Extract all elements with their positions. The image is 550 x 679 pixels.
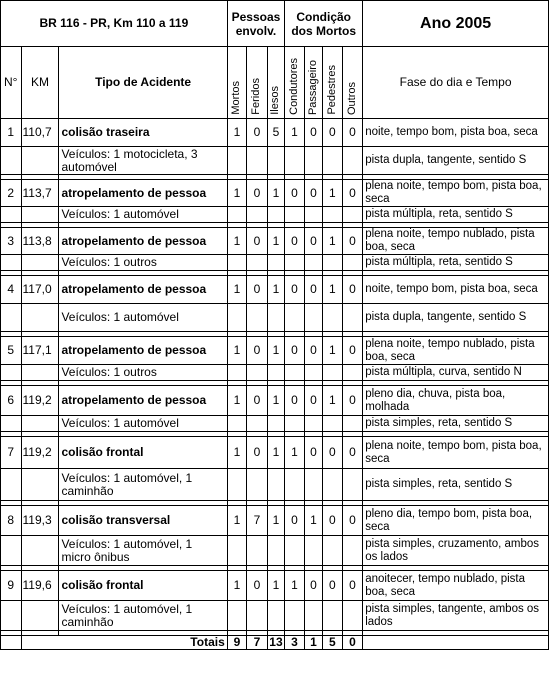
accident-passageiro: 0 <box>304 180 322 207</box>
total-feridos: 7 <box>247 636 268 650</box>
accident-pedestres: 0 <box>323 119 342 147</box>
accident-vehicles: Veículos: 1 automóvel <box>59 207 227 223</box>
accident-pista: pista múltipla, reta, sentido S <box>363 255 549 271</box>
detail-empty-cell <box>304 536 322 566</box>
accident-pedestres: 1 <box>323 228 342 255</box>
accident-fase: anoitecer, tempo nublado, pista boa, seca <box>363 571 549 601</box>
year-header: Ano 2005 <box>363 1 549 47</box>
accident-vehicles: Veículos: 1 motocicleta, 3 automóvel <box>59 147 227 175</box>
detail-empty-cell <box>247 147 268 175</box>
accident-feridos: 0 <box>247 228 268 255</box>
accident-ilesos: 1 <box>267 180 284 207</box>
accident-number: 6 <box>1 386 22 416</box>
accident-type: atropelamento de pessoa <box>59 337 227 365</box>
col-tipo-header: Tipo de Acidente <box>59 47 227 119</box>
accident-km: 119,2 <box>21 386 59 416</box>
detail-empty-cell <box>285 601 304 631</box>
accident-ilesos: 1 <box>267 337 284 365</box>
accident-vehicles: Veículos: 1 automóvel <box>59 416 227 432</box>
total-condutores: 3 <box>285 636 304 650</box>
detail-km-spacer <box>21 416 59 432</box>
detail-empty-cell <box>285 255 304 271</box>
accident-number: 5 <box>1 337 22 365</box>
detail-empty-cell <box>342 601 363 631</box>
accident-pedestres: 0 <box>323 571 342 601</box>
detail-spacer <box>1 147 22 175</box>
detail-empty-cell <box>247 601 268 631</box>
accident-condutores: 0 <box>285 180 304 207</box>
detail-empty-cell <box>323 469 342 501</box>
detail-empty-cell <box>342 207 363 223</box>
detail-empty-cell <box>285 304 304 332</box>
detail-spacer <box>1 255 22 271</box>
accident-mortos: 1 <box>227 437 246 469</box>
detail-km-spacer <box>21 255 59 271</box>
accident-pista: pista dupla, tangente, sentido S <box>363 304 549 332</box>
accident-outros: 0 <box>342 337 363 365</box>
accident-outros: 0 <box>342 506 363 536</box>
accident-fase: plena noite, tempo nublado, pista boa, seca <box>363 228 549 255</box>
accident-detail-row <box>1 147 549 175</box>
accident-ilesos: 1 <box>267 276 284 304</box>
accident-mortos: 1 <box>227 506 246 536</box>
accident-pista: pista múltipla, reta, sentido S <box>363 207 549 223</box>
accident-type: atropelamento de pessoa <box>59 276 227 304</box>
detail-empty-cell <box>323 304 342 332</box>
detail-spacer <box>1 469 22 501</box>
col-feridos-header: Feridos <box>247 47 268 119</box>
detail-km-spacer <box>21 365 59 381</box>
detail-empty-cell <box>247 469 268 501</box>
accident-mortos: 1 <box>227 337 246 365</box>
detail-empty-cell <box>247 255 268 271</box>
col-n-header: N° <box>1 47 22 119</box>
detail-empty-cell <box>285 416 304 432</box>
accident-passageiro: 0 <box>304 571 322 601</box>
detail-empty-cell <box>304 416 322 432</box>
accident-ilesos: 1 <box>267 506 284 536</box>
accident-km: 110,7 <box>21 119 59 147</box>
col-outros-header: Outros <box>342 47 363 119</box>
accident-condutores: 0 <box>285 228 304 255</box>
detail-empty-cell <box>304 207 322 223</box>
total-passageiro: 1 <box>304 636 322 650</box>
accident-condutores: 0 <box>285 506 304 536</box>
detail-empty-cell <box>342 469 363 501</box>
detail-empty-cell <box>247 536 268 566</box>
detail-empty-cell <box>323 601 342 631</box>
accident-number: 3 <box>1 228 22 255</box>
total-ilesos: 13 <box>267 636 284 650</box>
detail-empty-cell <box>285 365 304 381</box>
detail-empty-cell <box>267 147 284 175</box>
accident-type: colisão transversal <box>59 506 227 536</box>
detail-empty-cell <box>323 536 342 566</box>
accident-pedestres: 1 <box>323 386 342 416</box>
detail-empty-cell <box>304 147 322 175</box>
detail-km-spacer <box>21 536 59 566</box>
total-pedestres: 5 <box>323 636 342 650</box>
detail-empty-cell <box>342 416 363 432</box>
accident-outros: 0 <box>342 276 363 304</box>
detail-empty-cell <box>285 207 304 223</box>
accident-type: colisão traseira <box>59 119 227 147</box>
accident-pedestres: 0 <box>323 506 342 536</box>
accident-outros: 0 <box>342 180 363 207</box>
detail-empty-cell <box>304 601 322 631</box>
detail-empty-cell <box>304 365 322 381</box>
col-pedestres-header: Pedestres <box>323 47 342 119</box>
detail-empty-cell <box>267 255 284 271</box>
total-mortos: 9 <box>227 636 246 650</box>
accident-km: 119,6 <box>21 571 59 601</box>
accident-row <box>1 571 549 601</box>
accident-feridos: 0 <box>247 276 268 304</box>
accident-detail-row <box>1 469 549 501</box>
detail-empty-cell <box>285 469 304 501</box>
accident-passageiro: 0 <box>304 119 322 147</box>
accident-number: 4 <box>1 276 22 304</box>
accident-rows <box>1 119 549 636</box>
detail-spacer <box>1 304 22 332</box>
accident-feridos: 0 <box>247 571 268 601</box>
accident-pedestres: 1 <box>323 180 342 207</box>
accident-pedestres: 0 <box>323 437 342 469</box>
accident-passageiro: 0 <box>304 228 322 255</box>
accident-outros: 0 <box>342 228 363 255</box>
detail-empty-cell <box>227 601 246 631</box>
accident-outros: 0 <box>342 437 363 469</box>
detail-empty-cell <box>285 536 304 566</box>
accident-row <box>1 276 549 304</box>
accident-detail-row <box>1 601 549 631</box>
detail-km-spacer <box>21 469 59 501</box>
accident-detail-row <box>1 255 549 271</box>
detail-empty-cell <box>247 365 268 381</box>
accident-pista: pista simples, tangente, ambos os lados <box>363 601 549 631</box>
detail-empty-cell <box>342 365 363 381</box>
accident-vehicles: Veículos: 1 automóvel, 1 caminhão <box>59 601 227 631</box>
accident-row <box>1 119 549 147</box>
detail-km-spacer <box>21 601 59 631</box>
accident-fase: noite, tempo bom, pista boa, seca <box>363 276 549 304</box>
detail-empty-cell <box>227 304 246 332</box>
detail-spacer <box>1 365 22 381</box>
accident-number: 8 <box>1 506 22 536</box>
accident-vehicles: Veículos: 1 outros <box>59 255 227 271</box>
col-fase-header: Fase do dia e Tempo <box>363 47 549 119</box>
col-passageiro-header: Passageiro <box>304 47 322 119</box>
detail-empty-cell <box>342 536 363 566</box>
detail-empty-cell <box>304 255 322 271</box>
accident-km: 117,1 <box>21 337 59 365</box>
detail-spacer <box>1 601 22 631</box>
accident-number: 7 <box>1 437 22 469</box>
detail-empty-cell <box>227 469 246 501</box>
accident-vehicles: Veículos: 1 automóvel, 1 micro ônibus <box>59 536 227 566</box>
accident-row <box>1 437 549 469</box>
accident-passageiro: 0 <box>304 276 322 304</box>
accident-fase: pleno dia, chuva, pista boa, molhada <box>363 386 549 416</box>
accident-passageiro: 0 <box>304 337 322 365</box>
accident-ilesos: 1 <box>267 437 284 469</box>
totals-label: Totais <box>21 636 227 650</box>
detail-empty-cell <box>342 255 363 271</box>
accident-km: 119,3 <box>21 506 59 536</box>
detail-empty-cell <box>247 207 268 223</box>
accident-mortos: 1 <box>227 571 246 601</box>
accident-feridos: 7 <box>247 506 268 536</box>
accident-mortos: 1 <box>227 180 246 207</box>
accident-km: 119,2 <box>21 437 59 469</box>
detail-empty-cell <box>227 416 246 432</box>
accident-fase: pleno dia, tempo bom, pista boa, seca <box>363 506 549 536</box>
total-outros: 0 <box>342 636 363 650</box>
accident-row <box>1 228 549 255</box>
detail-empty-cell <box>227 365 246 381</box>
accident-outros: 0 <box>342 571 363 601</box>
detail-empty-cell <box>323 207 342 223</box>
accident-vehicles: Veículos: 1 automóvel <box>59 304 227 332</box>
totals-fase-spacer <box>363 636 549 650</box>
detail-km-spacer <box>21 207 59 223</box>
accident-pedestres: 1 <box>323 276 342 304</box>
accident-type: colisão frontal <box>59 437 227 469</box>
detail-empty-cell <box>323 416 342 432</box>
accident-passageiro: 0 <box>304 386 322 416</box>
accident-condutores: 0 <box>285 276 304 304</box>
detail-empty-cell <box>227 536 246 566</box>
accident-km: 117,0 <box>21 276 59 304</box>
detail-empty-cell <box>342 147 363 175</box>
accident-row <box>1 337 549 365</box>
accident-condutores: 1 <box>285 119 304 147</box>
accident-number: 1 <box>1 119 22 147</box>
accident-pista: pista dupla, tangente, sentido S <box>363 147 549 175</box>
accident-feridos: 0 <box>247 437 268 469</box>
accident-pista: pista simples, cruzamento, ambos os lados <box>363 536 549 566</box>
detail-empty-cell <box>267 365 284 381</box>
accident-feridos: 0 <box>247 337 268 365</box>
detail-empty-cell <box>267 416 284 432</box>
detail-empty-cell <box>267 304 284 332</box>
accident-vehicles: Veículos: 1 outros <box>59 365 227 381</box>
detail-km-spacer <box>21 304 59 332</box>
accident-mortos: 1 <box>227 228 246 255</box>
accident-type: colisão frontal <box>59 571 227 601</box>
accident-pedestres: 1 <box>323 337 342 365</box>
accident-condutores: 0 <box>285 386 304 416</box>
accident-fase: plena noite, tempo nublado, pista boa, seca <box>363 337 549 365</box>
accident-fase: noite, tempo bom, pista boa, seca <box>363 119 549 147</box>
accident-fase: plena noite, tempo bom, pista boa, seca <box>363 180 549 207</box>
accident-passageiro: 1 <box>304 506 322 536</box>
accident-fase: plena noite, tempo bom, pista boa, seca <box>363 437 549 469</box>
detail-empty-cell <box>247 304 268 332</box>
accident-feridos: 0 <box>247 386 268 416</box>
accident-outros: 0 <box>342 386 363 416</box>
accident-detail-row <box>1 304 549 332</box>
detail-empty-cell <box>323 255 342 271</box>
accident-mortos: 1 <box>227 119 246 147</box>
accident-condutores: 1 <box>285 437 304 469</box>
accident-detail-row <box>1 207 549 223</box>
accident-pista: pista simples, reta, sentido S <box>363 469 549 501</box>
accident-feridos: 0 <box>247 180 268 207</box>
detail-empty-cell <box>267 536 284 566</box>
accident-mortos: 1 <box>227 276 246 304</box>
detail-spacer <box>1 416 22 432</box>
detail-empty-cell <box>227 147 246 175</box>
accident-ilesos: 1 <box>267 228 284 255</box>
detail-empty-cell <box>267 469 284 501</box>
accident-number: 2 <box>1 180 22 207</box>
detail-empty-cell <box>267 601 284 631</box>
table-title: BR 116 - PR, Km 110 a 119 <box>1 1 228 47</box>
pessoas-group-header: Pessoas envolv. <box>227 1 284 47</box>
accident-ilesos: 1 <box>267 386 284 416</box>
accident-km: 113,8 <box>21 228 59 255</box>
col-condutores-header: Condutores <box>285 47 304 119</box>
detail-empty-cell <box>227 255 246 271</box>
detail-km-spacer <box>21 147 59 175</box>
detail-empty-cell <box>304 469 322 501</box>
col-ilesos-header: Ilesos <box>267 47 284 119</box>
detail-empty-cell <box>267 207 284 223</box>
accident-type: atropelamento de pessoa <box>59 180 227 207</box>
accident-condutores: 1 <box>285 571 304 601</box>
detail-spacer <box>1 536 22 566</box>
accident-type: atropelamento de pessoa <box>59 228 227 255</box>
detail-empty-cell <box>227 207 246 223</box>
accident-row <box>1 506 549 536</box>
accident-condutores: 0 <box>285 337 304 365</box>
condicao-group-header: Condição dos Mortos <box>285 1 363 47</box>
detail-empty-cell <box>304 304 322 332</box>
accident-row <box>1 180 549 207</box>
detail-empty-cell <box>285 147 304 175</box>
accident-type: atropelamento de pessoa <box>59 386 227 416</box>
accident-ilesos: 1 <box>267 571 284 601</box>
col-km-header: KM <box>21 47 59 119</box>
col-mortos-header: Mortos <box>227 47 246 119</box>
accident-detail-row <box>1 536 549 566</box>
detail-empty-cell <box>342 304 363 332</box>
accident-vehicles: Veículos: 1 automóvel, 1 caminhão <box>59 469 227 501</box>
accident-outros: 0 <box>342 119 363 147</box>
accident-detail-row <box>1 416 549 432</box>
accident-row <box>1 386 549 416</box>
accident-feridos: 0 <box>247 119 268 147</box>
totals-spacer <box>1 636 22 650</box>
detail-empty-cell <box>323 147 342 175</box>
detail-empty-cell <box>247 416 268 432</box>
accident-pista: pista múltipla, curva, sentido N <box>363 365 549 381</box>
accident-mortos: 1 <box>227 386 246 416</box>
accident-detail-row <box>1 365 549 381</box>
accident-number: 9 <box>1 571 22 601</box>
accident-pista: pista simples, reta, sentido S <box>363 416 549 432</box>
accident-passageiro: 0 <box>304 437 322 469</box>
accident-ilesos: 5 <box>267 119 284 147</box>
detail-spacer <box>1 207 22 223</box>
detail-empty-cell <box>323 365 342 381</box>
accident-km: 113,7 <box>21 180 59 207</box>
